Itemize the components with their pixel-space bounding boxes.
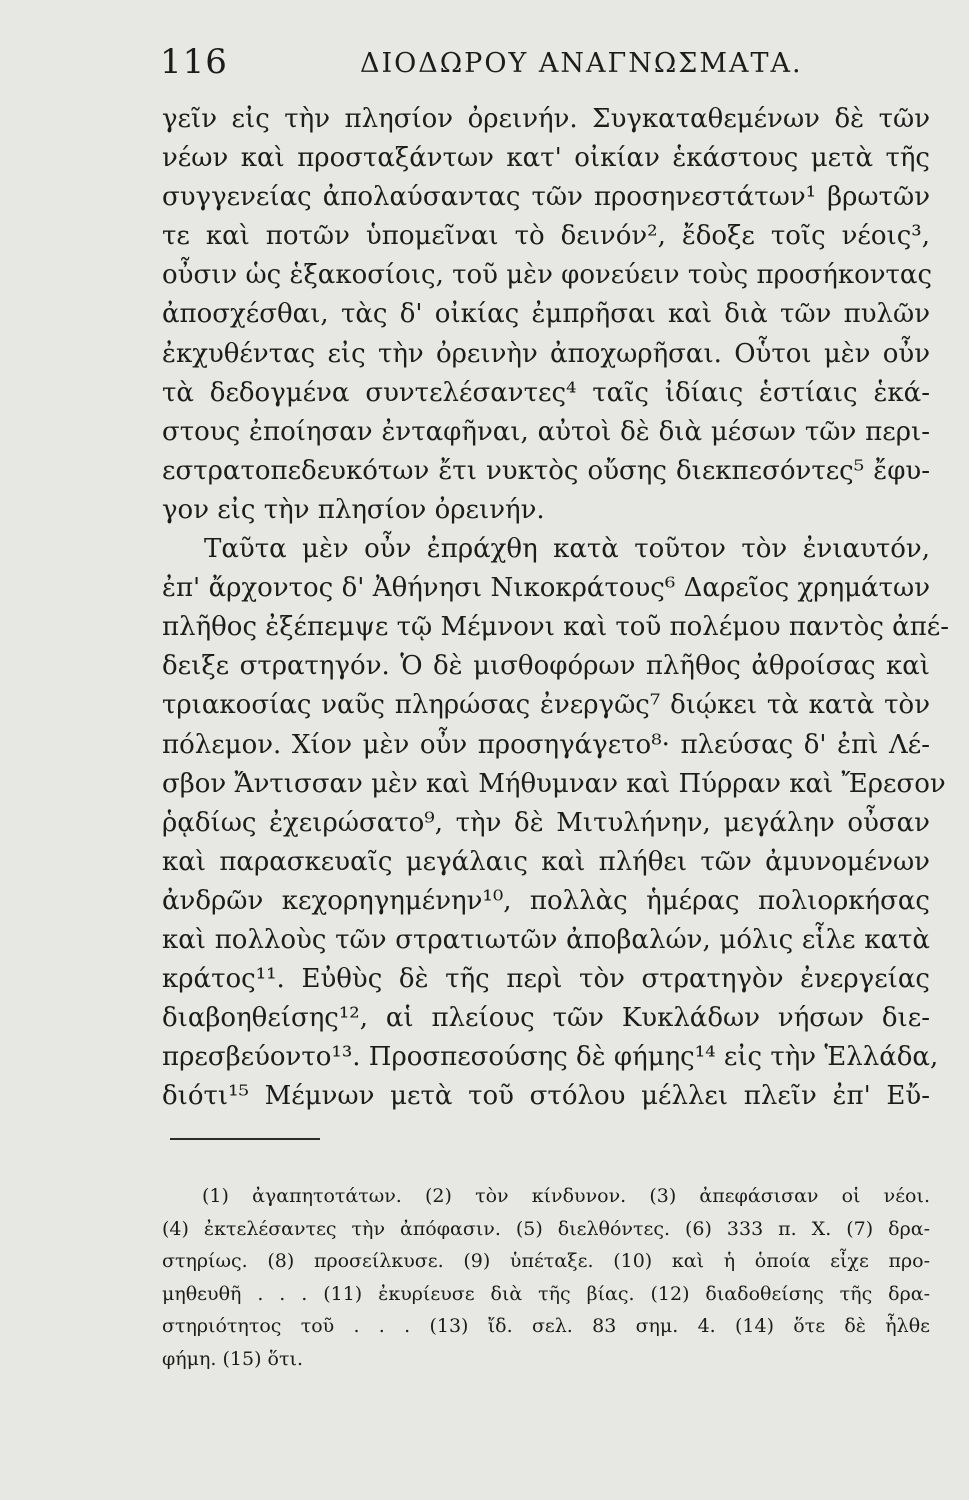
text-line: πλῆθος ἐξέπεμψε τῷ Μέμνονι καὶ τοῦ πολέμου παντὸς ἀπέ- [162, 612, 950, 643]
footnote-line: (4) ἐκτελέσαντες τὴν ἀπόφασιν. (5) διελθόντες. (6) 333 π. Χ. (7) δρα- [162, 1217, 930, 1240]
footnotes [162, 1180, 930, 1375]
text-line: καὶ πολλοὺς τῶν στρατιωτῶν ἀποβαλών, μόλις εἷλε κατὰ [162, 924, 930, 955]
text-line: γεῖν εἰς τὴν πλησίον ὀρεινήν. Συγκαταθεμένων δὲ τῶν [162, 104, 930, 134]
main-text [162, 100, 950, 1116]
footnote-line: (1) ἀγαπητοτάτων. (2) τὸν κίνδυνον. (3) ἀπεφάσισαν οἱ νέοι. [202, 1185, 930, 1207]
text-line: ἐκχυθέντας εἰς τὴν ὀρεινὴν ἀποχωρῆσαι. Οὗτοι μὲν οὖν [162, 338, 930, 369]
text-line: Ταῦτα μὲν οὖν ἐπράχθη κατὰ τοῦτον τὸν ἐνιαυτόν, [204, 534, 930, 565]
text-line: συγγενείας ἀπολαύσαντας τῶν προσηνεστάτων¹ βρωτῶν [162, 182, 930, 213]
text-line: γον εἰς τὴν πλησίον ὀρεινήν. [162, 494, 545, 525]
text-line: ἀνδρῶν κεχορηγημένην¹⁰, πολλὰς ἡμέρας πολιορκήσας [162, 885, 930, 916]
page-header [160, 42, 930, 86]
text-line: νέων καὶ προσταξάντων κατ' οἰκίαν ἑκάστους μετὰ τῆς [162, 143, 930, 174]
footnote-line: μηθευθῆ . . . (11) ἐκυρίευσε διὰ τῆς βίας. (12) διαδοθείσης τῆς δρα- [162, 1282, 930, 1305]
text-line: ἀποσχέσθαι, τὰς δ' οἰκίας ἐμπρῆσαι καὶ διὰ τῶν πυλῶν [162, 299, 930, 330]
text-line: σβον Ἄντισσαν μὲν καὶ Μήθυμναν καὶ Πύρραν καὶ Ἔρεσον [162, 768, 946, 799]
text-line: κράτος¹¹. Εὐθὺς δὲ τῆς περὶ τὸν στρατηγὸν ἐνεργείας [162, 964, 930, 995]
text-line: τριακοσίας ναῦς πληρώσας ἐνεργῶς⁷ διῴκει τὰ κατὰ τὸν [162, 690, 930, 721]
text-line: εστρατοπεδευκότων ἔτι νυκτὸς οὔσης διεκπεσόντες⁵ ἔφυ- [162, 455, 930, 486]
text-line: στους ἐποίησαν ἐνταφῆναι, αὐτοὶ δὲ διὰ μέσων τῶν περι- [162, 416, 930, 447]
text-line: καὶ παρασκευαῖς μεγάλαις καὶ πλήθει τῶν ἀμυνομένων [162, 846, 930, 877]
page-number: 116 [160, 42, 228, 82]
footnote-divider [170, 1138, 320, 1140]
text-line: ῥᾳδίως ἐχειρώσατο⁹, τὴν δὲ Μιτυλήνην, μεγάλην οὖσαν [162, 807, 930, 838]
footnote-line: στηρίως. (8) προσείλκυσε. (9) ὑπέταξε. (10) καὶ ἡ ὁποία εἶχε προ- [162, 1250, 930, 1272]
text-line: οὖσιν ὡς ἑξακοσίοις, τοῦ μὲν φονεύειν τοὺς προσήκοντας [162, 260, 933, 291]
text-line: δειξε στρατηγόν. Ὁ δὲ μισθοφόρων πλῆθος ἀθροίσας καὶ [162, 651, 930, 682]
text-line: τὰ δεδογμένα συντελέσαντες⁴ ταῖς ἰδίαις ἑστίαις ἑκά- [162, 377, 930, 408]
text-line: πρεσβεύοντο¹³. Προσπεσούσης δὲ φήμης¹⁴ εἰς τὴν Ἑλλάδα, [162, 1042, 939, 1073]
text-line: τε καὶ ποτῶν ὑπομεῖναι τὸ δεινόν², ἔδοξε τοῖς νέοις³, [162, 221, 930, 252]
footnote-line: στηριότητος τοῦ . . . (13) ἴδ. σελ. 83 σημ. 4. (14) ὅτε δὲ ἦλθε [162, 1315, 930, 1337]
text-line: ἐπ' ἄρχοντος δ' Ἀθήνησι Νικοκράτους⁶ Δαρεῖος χρημάτων [162, 573, 930, 604]
text-line: πόλεμον. Χίον μὲν οὖν προσηγάγετο⁸· πλεύσας δ' ἐπὶ Λέ- [162, 729, 930, 760]
footnote-line: φήμη. (15) ὅτι. [162, 1347, 303, 1370]
text-line: διαβοηθείσης¹², αἱ πλείους τῶν Κυκλάδων νήσων διε- [162, 1003, 930, 1034]
running-title: ΔΙΟΔΩΡΟΥ ΑΝΑΓΝΩΣΜΑΤΑ. [360, 48, 803, 79]
text-line: διότι¹⁵ Μέμνων μετὰ τοῦ στόλου μέλλει πλεῖν ἐπ' Εὔ- [162, 1081, 930, 1112]
